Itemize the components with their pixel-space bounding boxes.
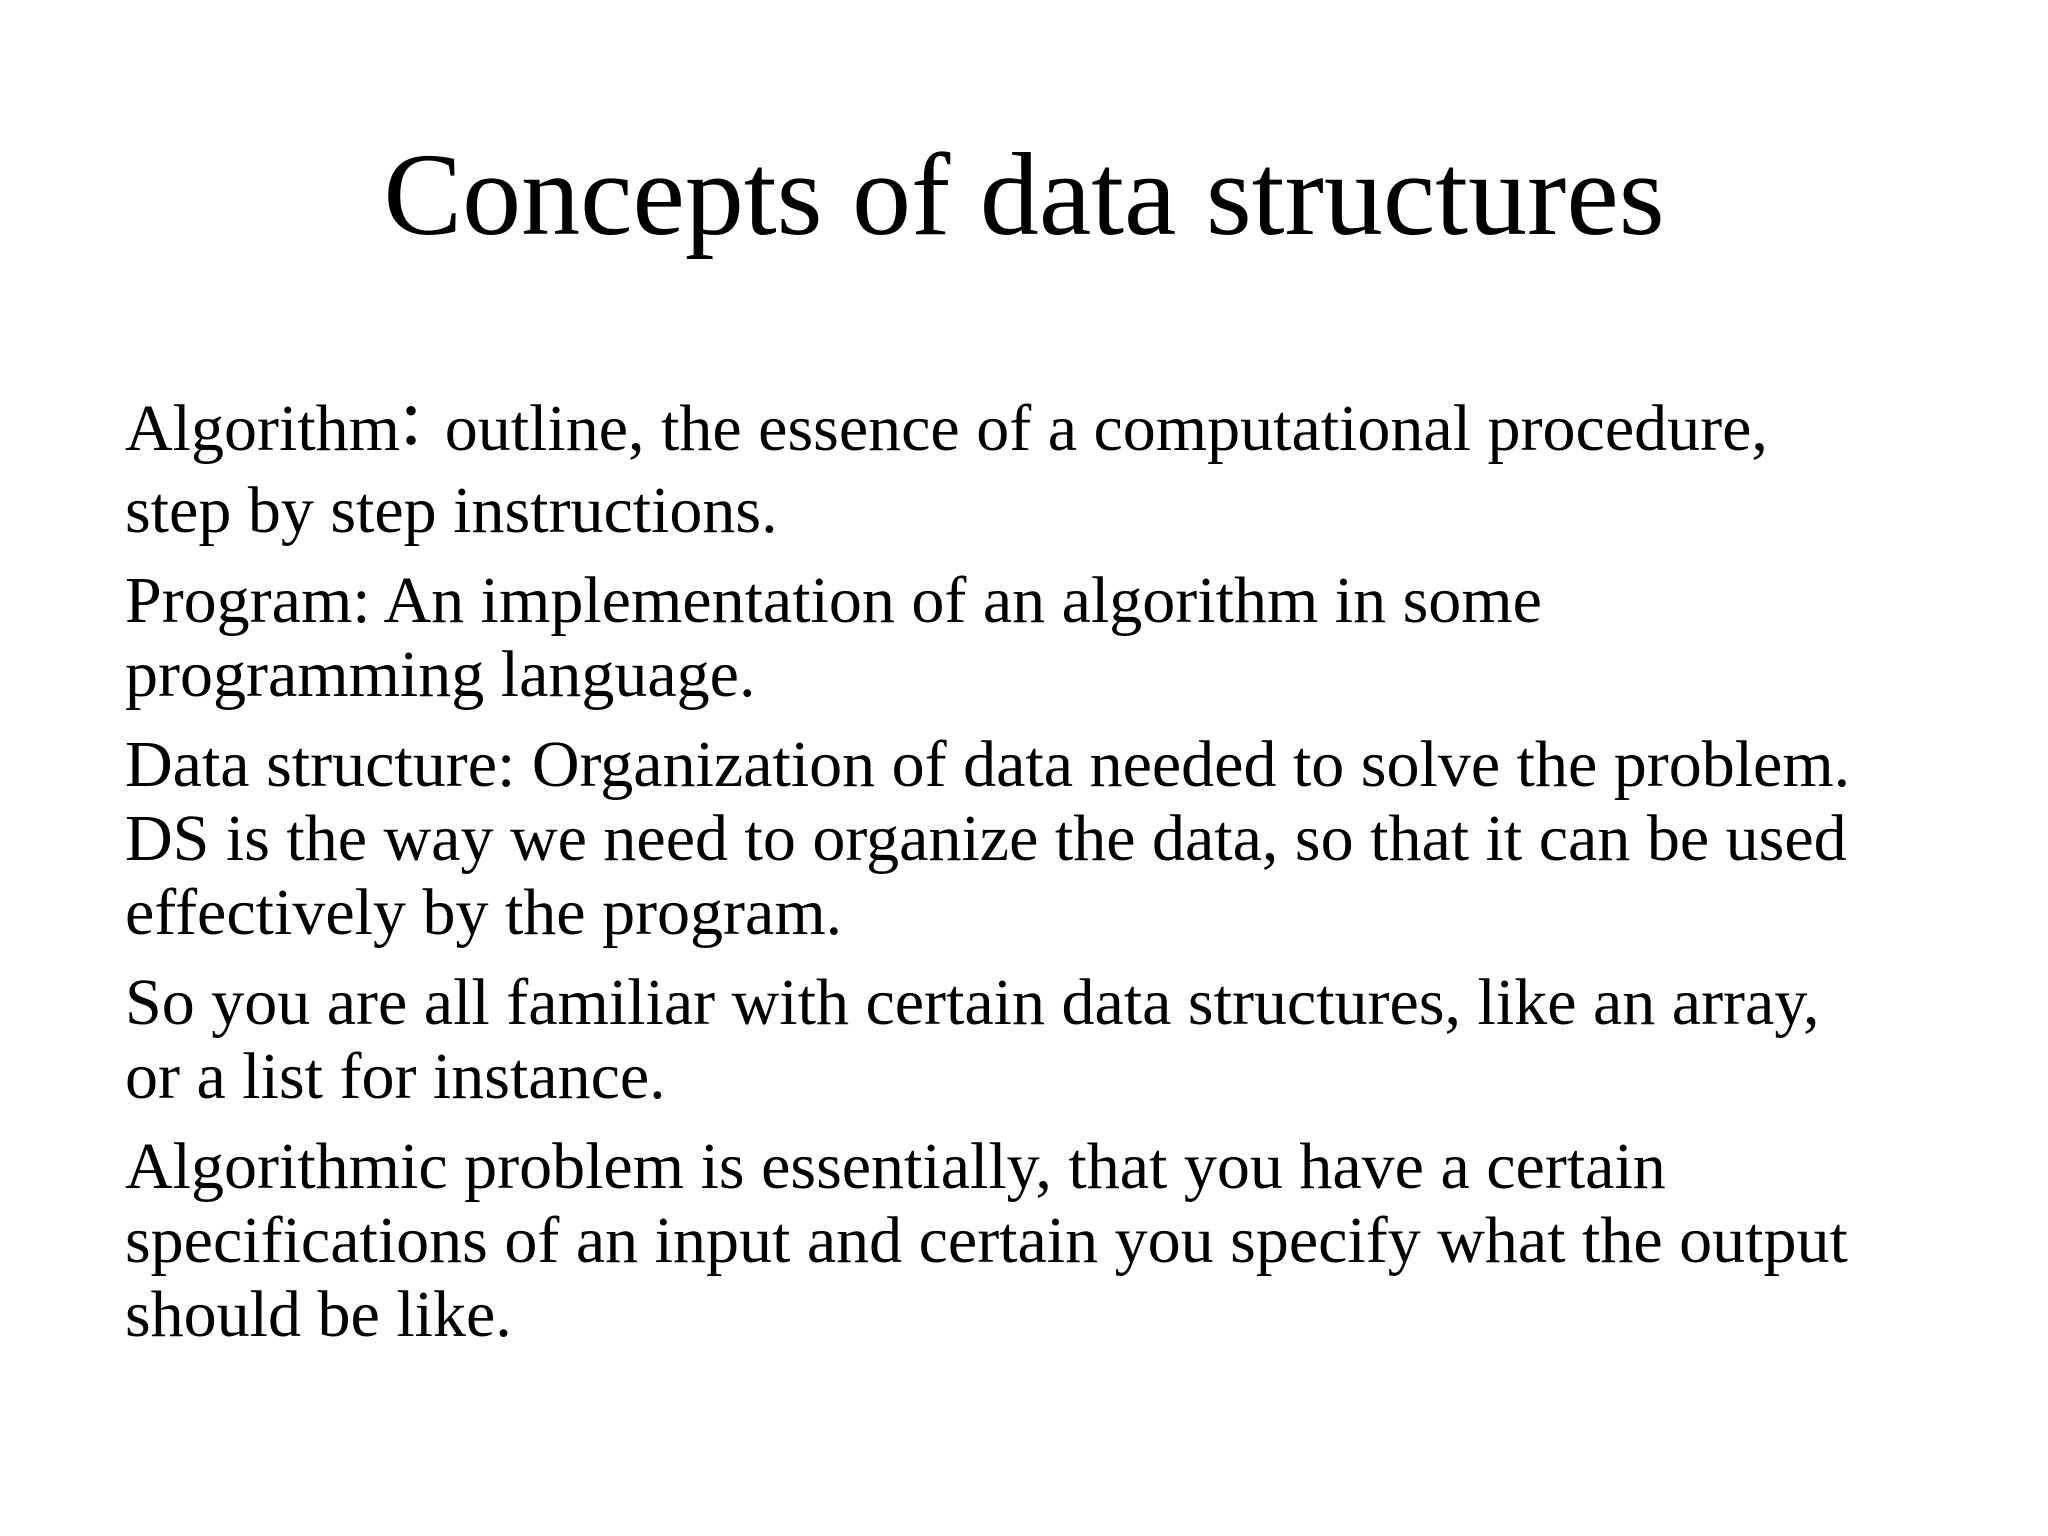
paragraph-line: DS is the way we need to organize the data, so that it can be used [125,802,1847,875]
paragraph-line-text: outline, the essence of a computational procedure, [444,392,1768,465]
paragraph-line: specifications of an input and certain you specify what the output [125,1204,1848,1277]
paragraph-line: effectively by the program. [125,876,843,949]
paragraph-data-structure [125,728,1965,950]
slide-body [125,374,1965,1368]
term-algorithm: Algorithm [125,392,400,465]
paragraph-line [125,374,1965,466]
paragraph-line: step by step instructions. [125,474,778,547]
paragraph-program [125,564,1965,712]
paragraph-line: programming language. [125,638,756,711]
paragraph-algorithm [125,374,1965,548]
paragraph-line: or a list for instance. [125,1040,666,1113]
paragraph-line: So you are all familiar with certain data structures, like an array, [125,966,1820,1039]
term-colon: : [400,374,423,462]
paragraph-line: Data structure: Organization of data needed to solve the problem. [125,728,1851,801]
paragraph-line: should be like. [125,1278,512,1351]
slide-title: Concepts of data structures [383,129,1665,260]
paragraph-line: Algorithmic problem is essentially, that you have a certain [125,1130,1666,1203]
paragraph-line: Program: An implementation of an algorithm in some [125,564,1542,637]
paragraph-algorithmic-problem [125,1130,1965,1352]
paragraph-familiar [125,966,1965,1114]
